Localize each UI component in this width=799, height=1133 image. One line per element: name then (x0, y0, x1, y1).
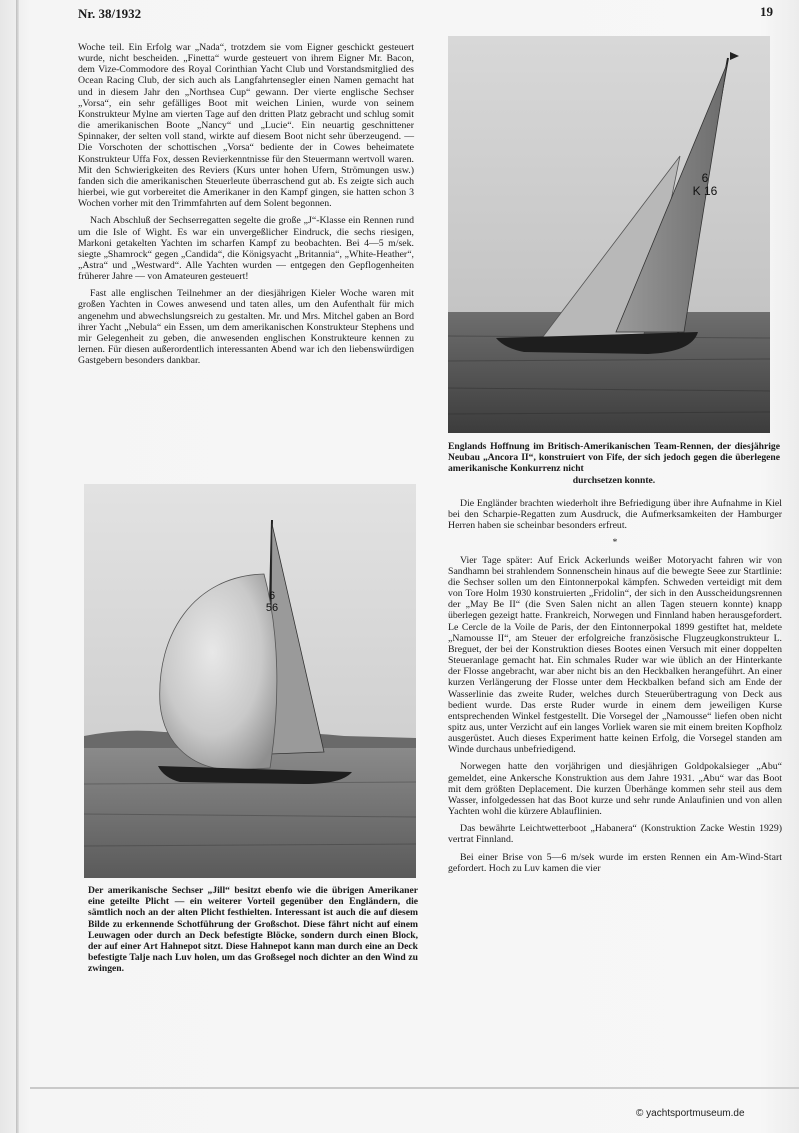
paragraph: Woche teil. Ein Erfolg war „Nada“, trotzdem sie vom Eigner geschickt gesteuert wurde, nicht bescheiden. „Finetta“ wurde gesteuert von ihrem Eigner Mr. Bacon, dem Vize-Commodore des Royal Corinthian Yacht Club und Vorstandsmitglied des Ocean Racing Club, der sich auch als Langfahrtensegler einen Namen gemacht hat und in diesem Jahr den „Northsea Cup“ gewann. Der vierte englische Sechser „Vorsa“, ein sehr gefälliges Boot mit weichen Linien, wurde von seinem Konstrukteur Mylne am vierten Tage auf den dritten Platz gebracht und schlug somit die amerikanischen Boote „Nancy“ und „Lucie“. Ein neuartig geschnittener Spinnaker, der selten voll stand, wirkte auf diesem Boot nicht sehr überzeugend. — Die Vorschoten der schottischen „Vorsa“ bediente der in Cowes beheimatete Konstrukteur Uffa Fox, dessen Revierkenntnisse für den Steuermann wertvoll waren. Mit den Schwierigkeiten des Reviers (Kurs unter hohen Ufern, Strömungen usw.) fanden sich die amerikanischen Steuerleute überraschend gut ab. Es zeigte sich auch hierbei, wie gut vorbereitet die Amerikaner in den Kampf gingen, sie hatten schon 3 Wochen vorher mit den Trimmfahrten auf dem Solent begonnen. (78, 42, 414, 210)
issue-number: Nr. 38/1932 (78, 6, 142, 21)
paragraph: Die Engländer brachten wiederholt ihre Befriedigung über ihre Aufnahme in Kiel bei den Scharpie-Regatten zum Ausdruck, die Aufmerksamkeiten der Hamburger Herren haben sie scheinbar besonders erfreut. (448, 498, 782, 532)
right-column-text (448, 498, 782, 880)
photo-ancora-ii (448, 36, 770, 433)
page-number: 19 (760, 4, 773, 19)
sail-class-mark: 6 (268, 590, 276, 602)
caption-last-line: durchsetzen konnte. (572, 474, 656, 486)
paragraph: Bei einer Brise von 5—6 m/sek wurde im ersten Rennen ein Am-Wind-Start gefordert. Hoch zu Luv kamen die vier (448, 851, 782, 874)
paragraph: Nach Abschluß der Sechserregatten segelte die große „J“-Klasse ein Rennen rund um die Isle of Wight. Es war ein unvergeßlicher Eindruck, die sechs riesigen, Markoni getakelten Yachten im scharfen Kampf zu beobachten. Bei 4—5 m/sek. siegte „Shamrock“ gegen „Candida“, die Königsyacht „Britannia“, „White-Heather“, „Astra“ und „Westward“. Alle Yachten wurden — entgegen den Gepflogenheiten früherer Jahre — von Amateuren gesteuert! (78, 215, 414, 283)
paragraph: Norwegen hatte den vorjährigen und diesjährigen Goldpokalsieger „Abu“ gemeldet, eine Ankersche Konstruktion aus dem Jahre 1931. „Abu“ war das Boot mit dem größten Deplacement. Die kurzen Überhänge kommen sehr steil aus dem Wasser, infolgedessen hat das Boot kurze und sehr runde Anlaufinien und von allen Yachten wohl die kürzere Ablauflinien. (448, 761, 782, 818)
section-separator: * (612, 537, 618, 549)
sail-number-mark: 56 (265, 602, 279, 614)
left-column-text (78, 42, 414, 372)
sail-number-mark: K 16 (692, 184, 718, 198)
spinnaker-boat-image (84, 484, 416, 878)
paragraph: Das bewährte Leichtwetterboot „Habanera“ (Konstruktion Zacke Westin 1929) vertrat Finnland. (448, 823, 782, 846)
sailboat-image (448, 36, 770, 433)
caption-ancora-ii (448, 441, 780, 486)
paragraph: Fast alle englischen Teilnehmer an der diesjährigen Kieler Woche waren mit großen Yachten in Cowes anwesend und taten alles, um den Aufenthalt für mich angenehm und abwechslungsreich zu gestalten. Mr. und Mrs. Mitchel gaben an Bord ihrer Yacht „Nebula“ ein Essen, um dem amerikanischen Konstrukteur Stephens und mir Gelegenheit zu geben, die anwesenden englischen Konstrukteure kennen zu lernen. Für diesen außerordentlich interessanten Abend war ich den liebenswürdigen Gastgebern besonders dankbar. (78, 288, 414, 367)
photo-jill (84, 484, 416, 878)
binding-spine (16, 0, 19, 1133)
caption-text: Englands Hoffnung im Britisch-Amerikanischen Team-Rennen, der diesjährige Neubau „Ancora II“, konstruiert von Fife, der sich jedoch gegen die überlegene amerikanische Konkurrenz nicht (448, 441, 780, 475)
caption-jill: Der amerikanische Sechser „Jill“ besitzt ebenfo wie die übrigen Amerikaner eine geteilte Plicht — ein weiterer Vorteil gegenüber den Engländern, die sämtlich noch an der alten Plicht festhielten. Interessant ist auch die auf diesem Bilde zu erkennende Schotführung der Großschot. Diese fährt nicht auf einem Leuwagen oder durch an Deck befestigte Blöcke, sondern durch einen Block, der auf einer Art Hahnepot sitzt. Diese Hahnepot kann man durch eine an Deck befestigte Talje nach Luv holen, um das Großsegel noch dichter an den Wind zu zwingen. (88, 885, 418, 975)
sail-class-mark: 6 (701, 171, 709, 185)
page-bottom-rule (30, 1087, 799, 1089)
paragraph: Vier Tage später: Auf Erick Ackerlunds weißer Motoryacht fahren wir von Sandhamn bei strahlendem Sonnenschein hinaus auf die bewegte Seee zur Startlinie: die Sechser sollen um den Eintonnerpokal kämpfen. Schweden verteidigt mit dem von Tore Holm 1930 konstruierten „Fridolin“, der sich in den Ausscheidungsrennen der „May Be II“ (die Sven Salen nicht an allen Tagen steuern konnte) knapp überlegen gezeigt hatte. Frankreich, Norwegen und Finnland haben herausgefordert. Le Cercle de la Voile de Paris, der den Eintonnerpokal 1899 gestiftet hat, meldete „Namousse II“, am Steuer der erfolgreiche französische Flugzeugkonstrukteur L. Breguet, der bei der Konstruktion dieses Bootes einen Versuch mit einer doppelten Steueranlage gemacht hat. Ein schmales Ruder war wie üblich an der Hinterkante der Flosse angebracht, war aber nicht bis an den Heckbalken herangeführt. An einer kurzen Verlängerung der Flosse unter dem Heckbalken befand sich am Ende der Wasserlinie das zweite Ruder, welches durch Steuerübertragung von Deck aus bedient wurde. Das erste Ruder wurde in einem dem jeweiligen Kurse entsprechenden Winkel festgestellt. Die Vorsegel der „Namousse“ liefen oben nicht spitz aus, unter Verzicht auf ein langes Vorliek waren sie mit einem breiten Kopfholz ausgerüstet. Auch dieses Experiment hatte keinen Erfolg, die Vorsegel standen am Winde durchaus unbefriedigend. (448, 554, 782, 756)
watermark: © yachtsportmuseum.de (636, 1108, 745, 1119)
